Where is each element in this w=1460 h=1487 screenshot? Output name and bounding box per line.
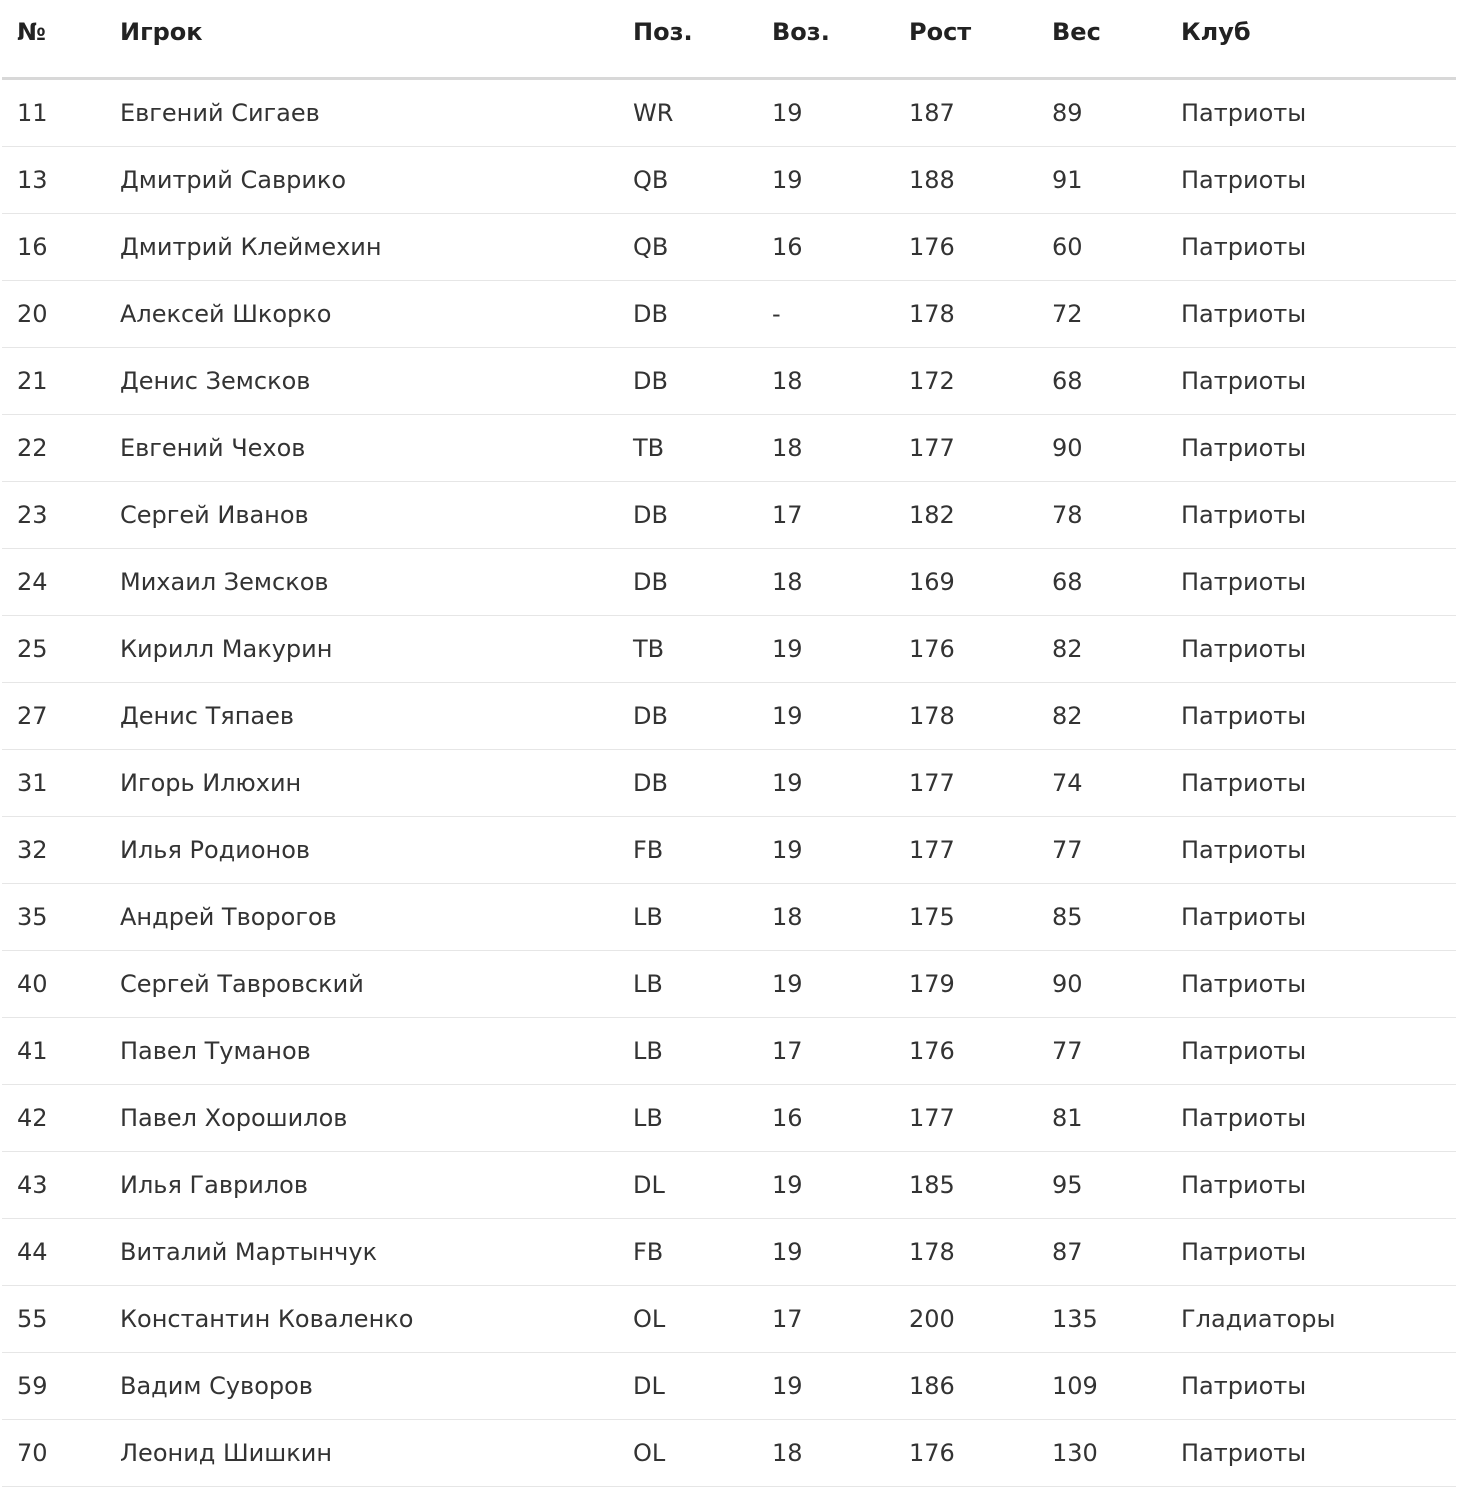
cell-position: TB bbox=[633, 635, 665, 663]
cell-number: 27 bbox=[17, 702, 48, 730]
cell-weight: 78 bbox=[1052, 501, 1083, 529]
table-row bbox=[2, 1018, 1456, 1085]
cell-number: 16 bbox=[17, 233, 48, 261]
cell-age: 19 bbox=[772, 769, 803, 797]
cell-number: 40 bbox=[17, 970, 48, 998]
table-row bbox=[2, 415, 1456, 482]
cell-height: 177 bbox=[909, 1104, 955, 1132]
cell-position: DB bbox=[633, 367, 668, 395]
cell-height: 176 bbox=[909, 635, 955, 663]
cell-position: DB bbox=[633, 300, 668, 328]
cell-club: Патриоты bbox=[1181, 99, 1307, 127]
cell-height: 179 bbox=[909, 970, 955, 998]
table-row bbox=[2, 1286, 1456, 1353]
cell-age: 19 bbox=[772, 99, 803, 127]
table-row bbox=[2, 951, 1456, 1018]
cell-age: 18 bbox=[772, 568, 803, 596]
cell-weight: 60 bbox=[1052, 233, 1083, 261]
cell-weight: 90 bbox=[1052, 970, 1083, 998]
cell-player-name: Дмитрий Клеймехин bbox=[120, 233, 382, 261]
table-row bbox=[2, 683, 1456, 750]
cell-height: 176 bbox=[909, 233, 955, 261]
cell-club: Патриоты bbox=[1181, 300, 1307, 328]
cell-weight: 81 bbox=[1052, 1104, 1083, 1132]
cell-club: Патриоты bbox=[1181, 1372, 1307, 1400]
cell-player-name: Денис Земсков bbox=[120, 367, 311, 395]
cell-position: OL bbox=[633, 1439, 666, 1467]
cell-height: 178 bbox=[909, 702, 955, 730]
cell-club: Патриоты bbox=[1181, 635, 1307, 663]
cell-weight: 130 bbox=[1052, 1439, 1098, 1467]
cell-club: Патриоты bbox=[1181, 568, 1307, 596]
cell-weight: 74 bbox=[1052, 769, 1083, 797]
cell-club: Патриоты bbox=[1181, 836, 1307, 864]
table-row bbox=[2, 214, 1456, 281]
cell-age: 19 bbox=[772, 836, 803, 864]
cell-player-name: Сергей Тавровский bbox=[120, 970, 364, 998]
cell-position: LB bbox=[633, 970, 663, 998]
cell-number: 24 bbox=[17, 568, 48, 596]
cell-position: WR bbox=[633, 99, 674, 127]
cell-height: 169 bbox=[909, 568, 955, 596]
cell-club: Патриоты bbox=[1181, 1104, 1307, 1132]
cell-player-name: Евгений Чехов bbox=[120, 434, 306, 462]
cell-weight: 87 bbox=[1052, 1238, 1083, 1266]
cell-position: QB bbox=[633, 166, 669, 194]
cell-club: Патриоты bbox=[1181, 1037, 1307, 1065]
table-row bbox=[2, 1353, 1456, 1420]
cell-height: 185 bbox=[909, 1171, 955, 1199]
cell-weight: 90 bbox=[1052, 434, 1083, 462]
cell-number: 35 bbox=[17, 903, 48, 931]
cell-number: 23 bbox=[17, 501, 48, 529]
cell-player-name: Вадим Суворов bbox=[120, 1372, 313, 1400]
cell-player-name: Денис Тяпаев bbox=[120, 702, 295, 730]
cell-weight: 109 bbox=[1052, 1372, 1098, 1400]
cell-club: Патриоты bbox=[1181, 970, 1307, 998]
cell-height: 176 bbox=[909, 1439, 955, 1467]
cell-weight: 95 bbox=[1052, 1171, 1083, 1199]
cell-club: Патриоты bbox=[1181, 501, 1307, 529]
column-header-age[interactable]: Воз. bbox=[772, 17, 830, 46]
cell-player-name: Кирилл Макурин bbox=[120, 635, 333, 663]
cell-number: 41 bbox=[17, 1037, 48, 1065]
cell-age: 19 bbox=[772, 702, 803, 730]
table-row bbox=[2, 549, 1456, 616]
cell-position: LB bbox=[633, 903, 663, 931]
cell-height: 177 bbox=[909, 434, 955, 462]
cell-weight: 135 bbox=[1052, 1305, 1098, 1333]
table-row bbox=[2, 80, 1456, 147]
cell-height: 182 bbox=[909, 501, 955, 529]
cell-age: 18 bbox=[772, 903, 803, 931]
cell-weight: 82 bbox=[1052, 702, 1083, 730]
cell-club: Патриоты bbox=[1181, 903, 1307, 931]
cell-position: LB bbox=[633, 1037, 663, 1065]
cell-number: 31 bbox=[17, 769, 48, 797]
cell-position: DB bbox=[633, 501, 668, 529]
cell-number: 70 bbox=[17, 1439, 48, 1467]
cell-club: Патриоты bbox=[1181, 434, 1307, 462]
cell-number: 42 bbox=[17, 1104, 48, 1132]
table-row bbox=[2, 482, 1456, 549]
roster-table bbox=[2, 0, 1456, 1487]
cell-weight: 82 bbox=[1052, 635, 1083, 663]
cell-position: DB bbox=[633, 568, 668, 596]
cell-height: 187 bbox=[909, 99, 955, 127]
table-row bbox=[2, 750, 1456, 817]
cell-number: 43 bbox=[17, 1171, 48, 1199]
cell-player-name: Константин Коваленко bbox=[120, 1305, 414, 1333]
cell-age: 19 bbox=[772, 635, 803, 663]
table-row bbox=[2, 616, 1456, 683]
cell-player-name: Дмитрий Саврико bbox=[120, 166, 347, 194]
cell-number: 21 bbox=[17, 367, 48, 395]
table-row bbox=[2, 348, 1456, 415]
cell-age: 16 bbox=[772, 233, 803, 261]
cell-position: LB bbox=[633, 1104, 663, 1132]
cell-club: Патриоты bbox=[1181, 367, 1307, 395]
cell-position: FB bbox=[633, 836, 664, 864]
cell-club: Патриоты bbox=[1181, 1171, 1307, 1199]
cell-club: Патриоты bbox=[1181, 233, 1307, 261]
cell-height: 177 bbox=[909, 769, 955, 797]
cell-position: OL bbox=[633, 1305, 666, 1333]
cell-player-name: Павел Хорошилов bbox=[120, 1104, 348, 1132]
cell-weight: 68 bbox=[1052, 367, 1083, 395]
cell-age: 17 bbox=[772, 1305, 803, 1333]
cell-weight: 72 bbox=[1052, 300, 1083, 328]
table-body bbox=[2, 80, 1456, 1487]
cell-number: 13 bbox=[17, 166, 48, 194]
cell-club: Гладиаторы bbox=[1181, 1305, 1336, 1333]
cell-weight: 68 bbox=[1052, 568, 1083, 596]
cell-position: DL bbox=[633, 1372, 665, 1400]
column-header-height[interactable]: Рост bbox=[909, 17, 972, 46]
cell-player-name: Евгений Сигаев bbox=[120, 99, 320, 127]
cell-height: 178 bbox=[909, 300, 955, 328]
cell-height: 176 bbox=[909, 1037, 955, 1065]
cell-number: 44 bbox=[17, 1238, 48, 1266]
cell-player-name: Павел Туманов bbox=[120, 1037, 311, 1065]
cell-number: 25 bbox=[17, 635, 48, 663]
cell-age: 18 bbox=[772, 1439, 803, 1467]
table-row bbox=[2, 1420, 1456, 1487]
table-row bbox=[2, 281, 1456, 348]
cell-club: Патриоты bbox=[1181, 1439, 1307, 1467]
column-header-number[interactable]: № bbox=[17, 17, 46, 46]
cell-player-name: Михаил Земсков bbox=[120, 568, 329, 596]
cell-player-name: Андрей Творогов bbox=[120, 903, 337, 931]
cell-age: 18 bbox=[772, 434, 803, 462]
cell-age: 17 bbox=[772, 1037, 803, 1065]
cell-weight: 91 bbox=[1052, 166, 1083, 194]
cell-player-name: Виталий Мартынчук bbox=[120, 1238, 378, 1266]
table-row bbox=[2, 1219, 1456, 1286]
cell-height: 177 bbox=[909, 836, 955, 864]
cell-number: 55 bbox=[17, 1305, 48, 1333]
cell-player-name: Леонид Шишкин bbox=[120, 1439, 333, 1467]
cell-number: 32 bbox=[17, 836, 48, 864]
table-row bbox=[2, 884, 1456, 951]
cell-position: DL bbox=[633, 1171, 665, 1199]
table-row bbox=[2, 1085, 1456, 1152]
cell-player-name: Илья Родионов bbox=[120, 836, 311, 864]
cell-weight: 85 bbox=[1052, 903, 1083, 931]
cell-number: 59 bbox=[17, 1372, 48, 1400]
cell-height: 178 bbox=[909, 1238, 955, 1266]
cell-age: 19 bbox=[772, 1372, 803, 1400]
cell-age: 19 bbox=[772, 970, 803, 998]
cell-number: 11 bbox=[17, 99, 48, 127]
cell-position: QB bbox=[633, 233, 669, 261]
column-header-position[interactable]: Поз. bbox=[633, 17, 693, 46]
cell-position: FB bbox=[633, 1238, 664, 1266]
cell-age: 19 bbox=[772, 1238, 803, 1266]
cell-club: Патриоты bbox=[1181, 166, 1307, 194]
cell-position: DB bbox=[633, 769, 668, 797]
cell-player-name: Алексей Шкорко bbox=[120, 300, 332, 328]
cell-club: Патриоты bbox=[1181, 1238, 1307, 1266]
column-header-club[interactable]: Клуб bbox=[1181, 17, 1251, 46]
cell-height: 188 bbox=[909, 166, 955, 194]
cell-position: TB bbox=[633, 434, 665, 462]
cell-age: 19 bbox=[772, 1171, 803, 1199]
cell-position: DB bbox=[633, 702, 668, 730]
cell-player-name: Сергей Иванов bbox=[120, 501, 309, 529]
cell-age: 16 bbox=[772, 1104, 803, 1132]
cell-weight: 77 bbox=[1052, 836, 1083, 864]
cell-height: 172 bbox=[909, 367, 955, 395]
cell-player-name: Илья Гаврилов bbox=[120, 1171, 308, 1199]
cell-height: 175 bbox=[909, 903, 955, 931]
cell-height: 186 bbox=[909, 1372, 955, 1400]
cell-player-name: Игорь Илюхин bbox=[120, 769, 302, 797]
cell-club: Патриоты bbox=[1181, 769, 1307, 797]
cell-weight: 89 bbox=[1052, 99, 1083, 127]
table-row bbox=[2, 817, 1456, 884]
cell-club: Патриоты bbox=[1181, 702, 1307, 730]
cell-age: 19 bbox=[772, 166, 803, 194]
column-header-weight[interactable]: Вес bbox=[1052, 17, 1101, 46]
table-row bbox=[2, 1152, 1456, 1219]
cell-number: 22 bbox=[17, 434, 48, 462]
table-row bbox=[2, 147, 1456, 214]
cell-age: - bbox=[772, 300, 781, 328]
table-header bbox=[2, 0, 1456, 80]
cell-age: 17 bbox=[772, 501, 803, 529]
cell-age: 18 bbox=[772, 367, 803, 395]
cell-number: 20 bbox=[17, 300, 48, 328]
cell-height: 200 bbox=[909, 1305, 955, 1333]
cell-weight: 77 bbox=[1052, 1037, 1083, 1065]
column-header-player[interactable]: Игрок bbox=[120, 17, 203, 46]
